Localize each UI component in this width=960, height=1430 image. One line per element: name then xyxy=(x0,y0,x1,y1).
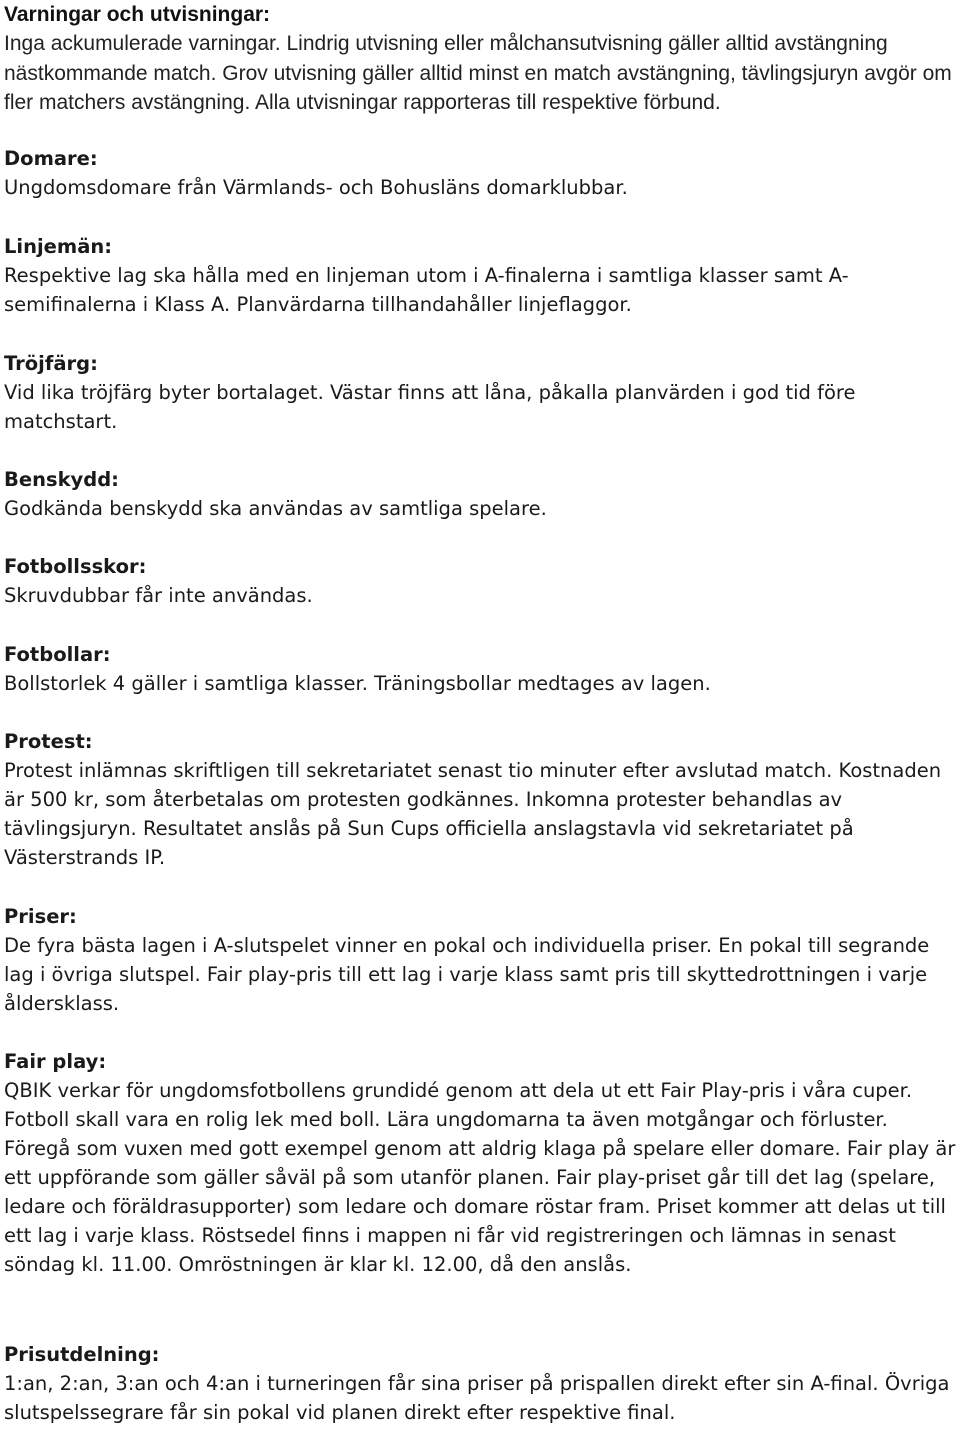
section-text: Skruvdubbar får inte användas. xyxy=(4,584,313,607)
section-heading: Protest: xyxy=(4,730,93,753)
section-prisutdelning xyxy=(4,1340,958,1427)
section-protest xyxy=(4,727,958,872)
section-fotbollsskor xyxy=(4,552,958,610)
section-text: 1:an, 2:an, 3:an och 4:an i turneringen får sina priser på prispallen direkt efter sin A-final. Övriga slutspelssegrare får sin pokal vid planen direkt efter respektive final. xyxy=(4,1372,950,1424)
section-heading: Fair play: xyxy=(4,1050,107,1073)
section-text: Inga ackumulerade varningar. Lindrig utvisning eller målchansutvisning gäller alltid avstängning nästkommande match. Grov utvisning gäller alltid minst en match avstängning, tävlingsjuryn avgör om fler matchers avstängning. Alla utvisningar rapporteras till respektive förbund. xyxy=(4,32,952,114)
section-priser xyxy=(4,902,958,1018)
section-varningar xyxy=(4,0,958,118)
section-heading: Priser: xyxy=(4,905,77,928)
section-text: Godkända benskydd ska användas av samtliga spelare. xyxy=(4,497,547,520)
section-linjeman xyxy=(4,232,958,319)
section-heading: Linjemän: xyxy=(4,235,113,258)
section-heading: Fotbollsskor: xyxy=(4,555,147,578)
section-heading: Benskydd: xyxy=(4,468,119,491)
section-heading: Tröjfärg: xyxy=(4,352,98,375)
section-benskydd xyxy=(4,465,958,523)
section-heading: Fotbollar: xyxy=(4,643,111,666)
section-heading: Prisutdelning: xyxy=(4,1343,160,1366)
section-heading: Varningar och utvisningar: xyxy=(4,3,271,26)
section-text: QBIK verkar för ungdomsfotbollens grundidé genom att dela ut ett Fair Play-pris i våra cuper. Fotboll skall vara en rolig lek med boll. Lära ungdomarna ta även motgångar och förluster. Föregå som vuxen med gott exempel genom att aldrig klaga på spelare eller domare. Fair play är ett uppförande som gäller såväl på som utanför planen. Fair play-priset går till det lag (spelare, ledare och föräldrasupporter) som ledare och domare röstar fram. Priset kommer att delas ut till ett lag i varje klass. Röstsedel finns i mappen ni får vid registreringen och lämnas in senast söndag kl. 11.00. Omröstningen är klar kl. 12.00, då den anslås. xyxy=(4,1079,956,1276)
section-text: Protest inlämnas skriftligen till sekretariatet senast tio minuter efter avslutad match. Kostnaden är 500 kr, som återbetalas om protesten godkännes. Inkomna protester behandlas av tävlingsjuryn. Resultatet anslås på Sun Cups officiella anslagstavla vid sekretariatet på Västerstrands IP. xyxy=(4,759,942,869)
section-heading: Domare: xyxy=(4,147,98,170)
section-text: De fyra bästa lagen i A-slutspelet vinner en pokal och individuella priser. En pokal till segrande lag i övriga slutspel. Fair play-pris till ett lag i varje klass samt pris till skyttedrottningen i varje åldersklass. xyxy=(4,934,930,1015)
section-fair-play xyxy=(4,1047,958,1279)
section-text: Respektive lag ska hålla med en linjeman utom i A-finalerna i samtliga klasser samt A-semifinalerna i Klass A. Planvärdarna tillhandahåller linjeflaggor. xyxy=(4,264,849,316)
section-trojfarg xyxy=(4,349,958,436)
section-text: Ungdomsdomare från Värmlands- och Bohusläns domarklubbar. xyxy=(4,176,628,199)
section-text: Vid lika tröjfärg byter bortalaget. Västar finns att låna, påkalla planvärden i god tid före matchstart. xyxy=(4,381,856,433)
section-text: Bollstorlek 4 gäller i samtliga klasser. Träningsbollar medtages av lagen. xyxy=(4,672,711,695)
section-fotbollar xyxy=(4,640,958,698)
section-domare xyxy=(4,144,958,202)
